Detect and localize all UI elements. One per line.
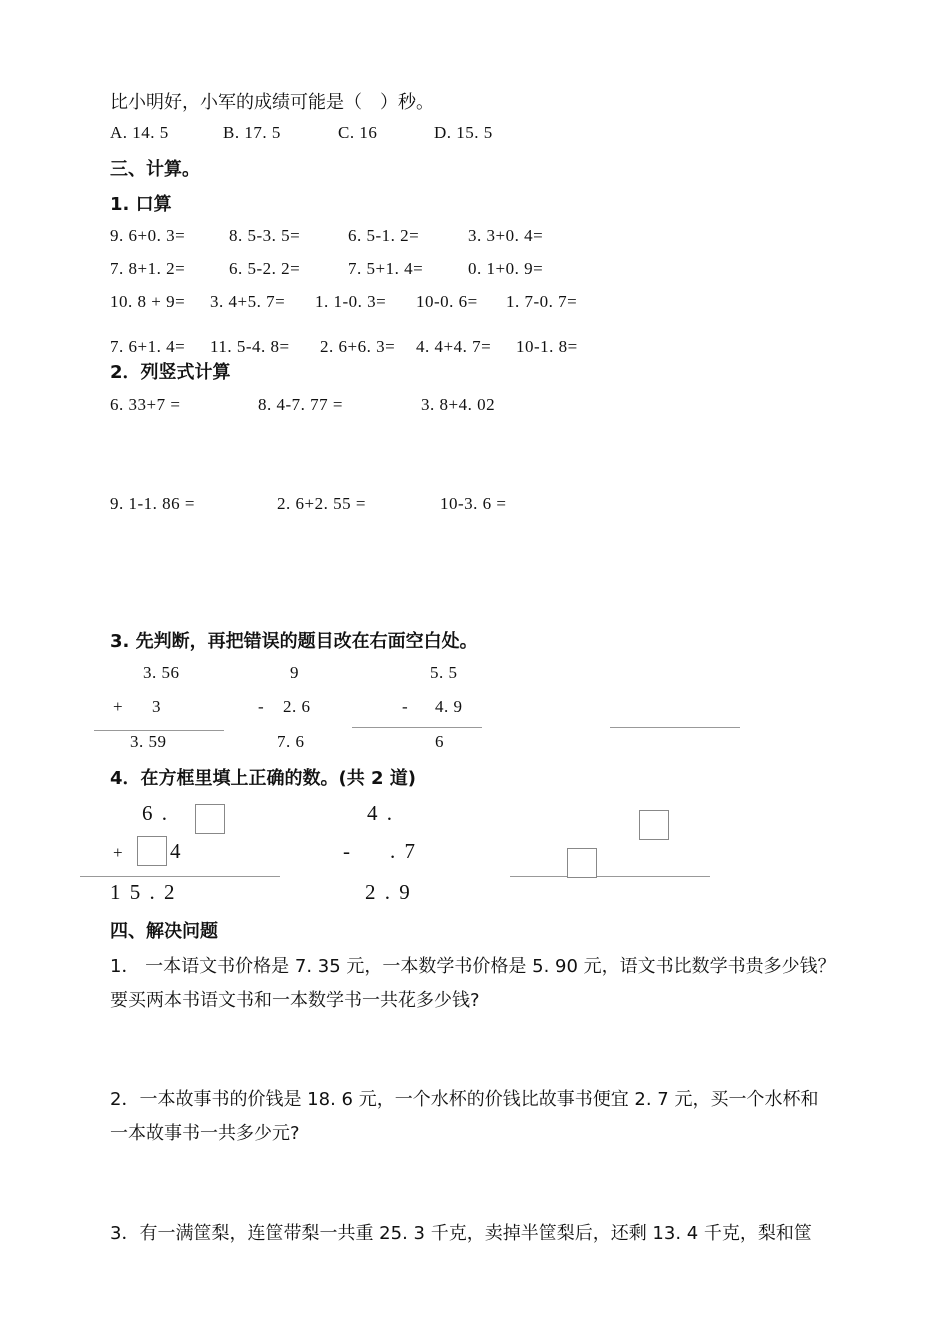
- problem3-line1: 3．有一满筐梨，连筐带梨一共重 25. 3 千克，卖掉半筐梨后，还剩 13. 4 千克，梨和筐: [110, 1223, 812, 1244]
- vertical-item: 10-3. 6 =: [440, 494, 507, 513]
- mental-item: 10-1. 8=: [516, 337, 578, 356]
- judge1-operator: +: [113, 697, 124, 716]
- mental-item: 6. 5-1. 2=: [348, 226, 420, 245]
- mental-item: 9. 6+0. 3=: [110, 226, 186, 245]
- correction-answer-line[interactable]: [610, 727, 740, 728]
- mental-item: 0. 1+0. 9=: [468, 259, 544, 278]
- judge3-mid: 4. 9: [435, 697, 463, 716]
- judge2-mid: 2. 6: [283, 697, 311, 716]
- choice-b: B. 17. 5: [223, 123, 281, 142]
- fill2-operator: -: [343, 839, 352, 863]
- judge2-top: 9: [290, 663, 299, 682]
- choice-c: C. 16: [338, 123, 378, 142]
- subheading-vertical: 2．列竖式计算: [110, 362, 231, 383]
- judge2-result: 7. 6: [277, 732, 305, 751]
- mental-item: 2. 6+6. 3=: [320, 337, 396, 356]
- judge1-rule: [94, 730, 224, 731]
- fill2-mid: . 7: [390, 839, 417, 863]
- fill1-top: 6 .: [142, 801, 169, 825]
- judge1-mid: 3: [152, 697, 161, 716]
- judge2-operator: -: [258, 697, 265, 716]
- fill1-mid: 4: [170, 839, 183, 863]
- mental-item: 1. 7-0. 7=: [506, 292, 578, 311]
- mental-item: 3. 3+0. 4=: [468, 226, 544, 245]
- choice-a: A. 14. 5: [110, 123, 169, 142]
- mental-item: 11. 5-4. 8=: [210, 337, 290, 356]
- subheading-fill: 4．在方框里填上正确的数。(共 2 道): [110, 768, 417, 789]
- judge3-operator: -: [402, 697, 409, 716]
- judge1-result: 3. 59: [130, 732, 167, 751]
- fill1-result: 1 5 . 2: [110, 880, 177, 904]
- question-text: 比小明好，小军的成绩可能是（ ）秒。: [110, 92, 434, 113]
- problem1-line1: 1． 一本语文书价格是 7. 35 元，一本数学书价格是 5. 90 元，语文书比数学书贵多少钱？: [110, 956, 836, 977]
- problem2-line2: 一本故事书一共多少元?: [110, 1123, 300, 1144]
- fill2-result: 2 . 9: [365, 880, 412, 904]
- fill1-rule: [80, 876, 280, 877]
- vertical-item: 9. 1-1. 86 =: [110, 494, 195, 513]
- judge3-result: 6: [435, 732, 444, 751]
- fill1-operator: +: [113, 843, 124, 862]
- section-heading-problems: 四、解决问题: [110, 921, 218, 942]
- vertical-item: 2. 6+2. 55 =: [277, 494, 366, 513]
- section-heading-calc: 三、计算。: [110, 159, 200, 180]
- problem1-line2: 要买两本书语文书和一本数学书一共花多少钱?: [110, 990, 480, 1011]
- choice-d: D. 15. 5: [434, 123, 493, 142]
- judge1-top: 3. 56: [143, 663, 180, 682]
- vertical-item: 3. 8+4. 02: [421, 395, 496, 414]
- correction-box-bottom[interactable]: [567, 848, 597, 878]
- mental-item: 10. 8 + 9=: [110, 292, 186, 311]
- mental-item: 10-0. 6=: [416, 292, 478, 311]
- mental-item: 3. 4+5. 7=: [210, 292, 286, 311]
- fill2-top: 4 .: [367, 801, 394, 825]
- mental-item: 7. 6+1. 4=: [110, 337, 186, 356]
- problem2-line1: 2．一本故事书的价钱是 18. 6 元，一个水杯的价钱比故事书便宜 2. 7 元，买一个水杯和: [110, 1089, 819, 1110]
- vertical-item: 8. 4-7. 77 =: [258, 395, 343, 414]
- mental-item: 4. 4+4. 7=: [416, 337, 492, 356]
- judge3-top: 5. 5: [430, 663, 458, 682]
- correction-box-top[interactable]: [639, 810, 669, 840]
- fill1-box-top[interactable]: [195, 804, 225, 834]
- correction-rule: [510, 876, 710, 877]
- subheading-mental: 1. 口算: [110, 194, 172, 215]
- vertical-item: 6. 33+7 =: [110, 395, 181, 414]
- fill1-box-mid[interactable]: [137, 836, 167, 866]
- subheading-judge: 3. 先判断，再把错误的题目改在右面空白处。: [110, 631, 478, 652]
- mental-item: 1. 1-0. 3=: [315, 292, 387, 311]
- mental-item: 7. 5+1. 4=: [348, 259, 424, 278]
- mental-item: 7. 8+1. 2=: [110, 259, 186, 278]
- judge3-rule: [352, 727, 482, 728]
- mental-item: 6. 5-2. 2=: [229, 259, 301, 278]
- mental-item: 8. 5-3. 5=: [229, 226, 301, 245]
